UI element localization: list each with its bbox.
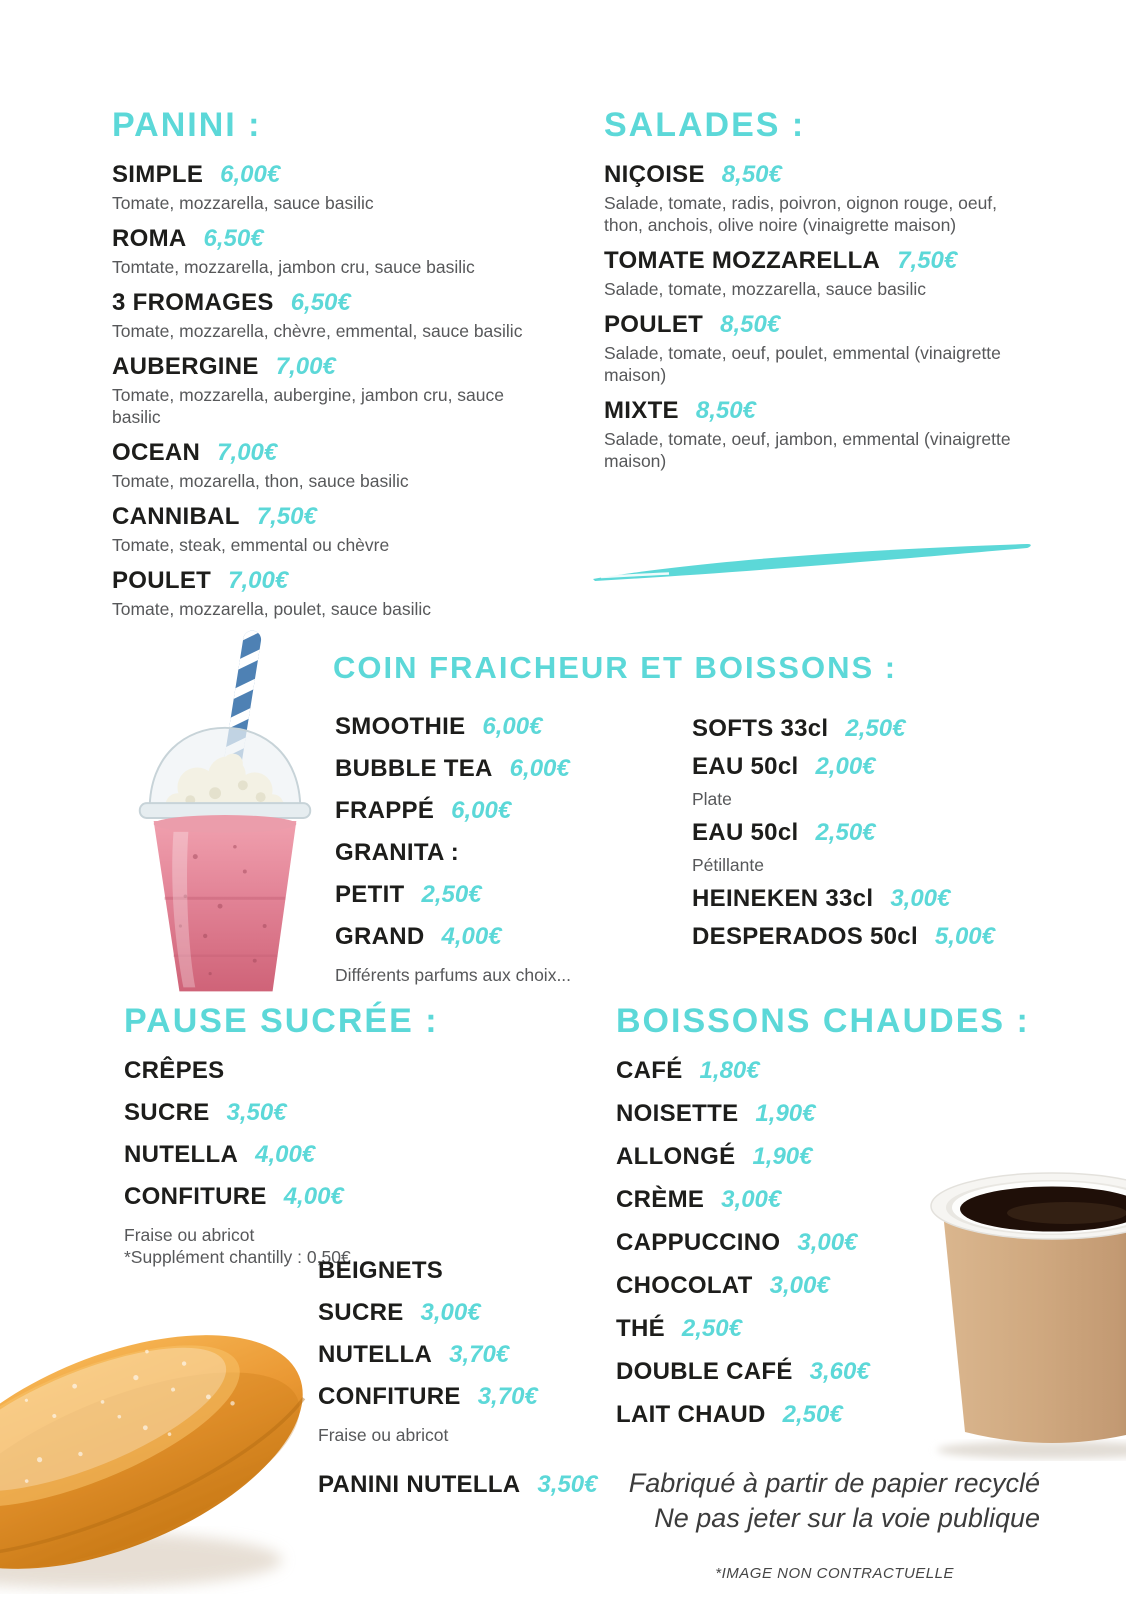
item-name: SUCRE — [318, 1299, 404, 1326]
item-price: 3,70€ — [449, 1341, 510, 1368]
item-price: 3,00€ — [721, 1186, 782, 1213]
item-name: ALLONGÉ — [616, 1143, 736, 1170]
item-name: CONFITURE — [318, 1383, 461, 1410]
item-price: 3,70€ — [477, 1383, 538, 1410]
item-price: 2,50€ — [681, 1315, 742, 1342]
item-description: Salade, tomate, mozzarella, sauce basilic — [604, 279, 926, 299]
menu-item — [604, 160, 1036, 236]
beignets-list — [318, 1256, 618, 1412]
item-description: Tomate, steak, emmental ou chèvre — [112, 535, 390, 555]
menu-item — [692, 714, 1037, 744]
item-price: 2,00€ — [815, 753, 876, 780]
item-name: SOFTS 33cl — [692, 715, 829, 742]
item-description: Tomate, mozzarella, chèvre, emmental, sauce basilic — [112, 321, 523, 341]
menu-item — [692, 884, 1037, 914]
menu-item — [124, 1056, 564, 1086]
item-name: PANINI NUTELLA — [318, 1471, 521, 1498]
menu-item — [124, 1182, 564, 1212]
menu-item — [112, 352, 557, 428]
recycled-paper-note-line2: Ne pas jeter sur la voie publique — [654, 1503, 1040, 1533]
item-name: NOISETTE — [616, 1100, 739, 1127]
item-name: HEINEKEN 33cl — [692, 885, 874, 912]
item-price: 6,50€ — [203, 225, 264, 252]
menu-item — [318, 1340, 618, 1370]
chaudes-heading: BOISSONS CHAUDES : — [616, 1002, 1030, 1040]
item-price: 6,00€ — [220, 161, 281, 188]
section-coin-left — [335, 712, 685, 986]
item-name: CHOCOLAT — [616, 1272, 753, 1299]
item-name: SUCRE — [124, 1099, 210, 1126]
item-name: SIMPLE — [112, 161, 204, 188]
menu-item — [692, 752, 1037, 810]
item-price: 1,80€ — [699, 1057, 760, 1084]
item-description: Tomate, mozzarella, sauce basilic — [112, 193, 374, 213]
item-price: 6,00€ — [509, 755, 570, 782]
item-price: 7,00€ — [217, 439, 278, 466]
menu-item — [604, 396, 1036, 472]
menu-item — [616, 1056, 1056, 1086]
item-name: DESPERADOS 50cl — [692, 923, 918, 950]
menu-item — [335, 796, 685, 826]
menu-item — [692, 922, 1037, 952]
section-panini — [112, 108, 557, 630]
item-name: MIXTE — [604, 397, 679, 424]
item-price: 1,90€ — [755, 1100, 816, 1127]
item-name: CONFITURE — [124, 1183, 267, 1210]
section-beignets — [318, 1256, 618, 1446]
menu-item — [692, 818, 1037, 876]
item-note: Pétillante — [692, 855, 764, 875]
menu-item — [335, 922, 685, 952]
smoothie-cup-graphic — [116, 628, 334, 1006]
item-price: 6,50€ — [290, 289, 351, 316]
item-name: ROMA — [112, 225, 187, 252]
menu-item — [616, 1099, 1056, 1129]
menu-item — [318, 1256, 618, 1286]
item-description: Tomate, mozarella, thon, sauce basilic — [112, 471, 409, 491]
menu-item — [335, 754, 685, 784]
item-name: PETIT — [335, 881, 405, 908]
section-coin-right — [692, 714, 1037, 960]
item-name: EAU 50cl — [692, 753, 799, 780]
item-price: 8,50€ — [695, 397, 756, 424]
item-price: 3,60€ — [809, 1358, 870, 1385]
item-name: NUTELLA — [124, 1141, 239, 1168]
item-name: OCEAN — [112, 439, 201, 466]
item-name: TOMATE MOZZARELLA — [604, 247, 881, 274]
item-price: 4,00€ — [283, 1183, 344, 1210]
beignet-image — [0, 1302, 322, 1600]
beignets-note: Fraise ou abricot — [318, 1425, 449, 1445]
item-description: Tomate, mozzarella, aubergine, jambon cru, sauce basilic — [112, 385, 505, 427]
item-price: 7,50€ — [897, 247, 958, 274]
item-price: 2,50€ — [845, 715, 906, 742]
section-salades — [604, 108, 1036, 482]
item-description: Salade, tomate, radis, poivron, oignon rouge, oeuf, thon, anchois, olive noire (vinaigrette maison) — [604, 193, 998, 235]
menu-item — [318, 1298, 618, 1328]
coin-left-note: Différents parfums aux choix... — [335, 965, 572, 985]
item-description: Salade, tomate, oeuf, poulet, emmental (vinaigrette maison) — [604, 343, 1001, 385]
item-description: Tomtate, mozzarella, jambon cru, sauce basilic — [112, 257, 475, 277]
item-price: 2,50€ — [421, 881, 482, 908]
coin-right-list — [692, 714, 1037, 952]
item-description: Tomate, mozzarella, poulet, sauce basilic — [112, 599, 432, 619]
item-name: NIÇOISE — [604, 161, 705, 188]
coin-left-list — [335, 712, 685, 952]
item-price: 2,50€ — [782, 1401, 843, 1428]
smoothie-image — [116, 628, 334, 1006]
item-price: 1,90€ — [752, 1143, 813, 1170]
salades-list — [604, 160, 1036, 472]
item-price: 3,00€ — [890, 885, 951, 912]
menu-item — [112, 160, 557, 214]
cup-body — [943, 1212, 1126, 1443]
beignet-graphic — [0, 1302, 322, 1600]
item-name: CANNIBAL — [112, 503, 240, 530]
menu-item — [112, 224, 557, 278]
item-price: 4,00€ — [255, 1141, 316, 1168]
menu-item — [112, 438, 557, 492]
pause-heading: PAUSE SUCRÉE : — [124, 1002, 439, 1040]
item-price: 2,50€ — [815, 819, 876, 846]
item-price: 8,50€ — [720, 311, 781, 338]
section-pause-sucree — [124, 1004, 564, 1268]
menu-item — [112, 566, 557, 620]
menu-item — [318, 1382, 618, 1412]
item-name: EAU 50cl — [692, 819, 799, 846]
item-name: GRAND — [335, 923, 425, 950]
coffee-cup-graphic — [917, 1160, 1126, 1462]
item-name: CRÊPES — [124, 1057, 225, 1084]
menu-item — [124, 1140, 564, 1170]
item-price: 7,50€ — [256, 503, 317, 530]
salades-heading: SALADES : — [604, 106, 806, 144]
menu-item — [112, 502, 557, 556]
item-price: 3,00€ — [797, 1229, 858, 1256]
section-coin-title — [333, 652, 897, 701]
item-name: DOUBLE CAFÉ — [616, 1358, 793, 1385]
item-name: CAFÉ — [616, 1057, 683, 1084]
coin-heading: COIN FRAICHEUR ET BOISSONS : — [333, 650, 898, 685]
item-name: CAPPUCCINO — [616, 1229, 781, 1256]
menu-item — [335, 838, 685, 868]
item-price: 3,50€ — [537, 1471, 598, 1498]
item-name: AUBERGINE — [112, 353, 259, 380]
brush-stroke-graphic — [585, 532, 1037, 588]
menu-item — [604, 246, 1036, 300]
item-name: SMOOTHIE — [335, 713, 466, 740]
footer-notes — [556, 1466, 1040, 1591]
menu-item — [604, 310, 1036, 386]
item-name: BUBBLE TEA — [335, 755, 493, 782]
item-name: GRANITA : — [335, 839, 460, 866]
recycled-paper-note-line1: Fabriqué à partir de papier recyclé — [628, 1468, 1040, 1498]
pause-note-2: *Supplément chantilly : 0,50€ — [124, 1247, 351, 1267]
item-price: 6,00€ — [482, 713, 543, 740]
menu-item — [335, 880, 685, 910]
image-disclaimer: *IMAGE NON CONTRACTUELLE — [715, 1565, 954, 1582]
panini-list — [112, 160, 557, 620]
item-price: 8,50€ — [721, 161, 782, 188]
item-name: CRÈME — [616, 1186, 705, 1213]
item-name: POULET — [604, 311, 704, 338]
item-name: 3 FROMAGES — [112, 289, 274, 316]
item-name: POULET — [112, 567, 212, 594]
teal-brush-stroke — [585, 532, 1037, 588]
item-price: 7,00€ — [228, 567, 289, 594]
item-description: Salade, tomate, oeuf, jambon, emmental (vinaigrette maison) — [604, 429, 1011, 471]
item-name: THÉ — [616, 1315, 665, 1342]
item-price: 3,00€ — [769, 1272, 830, 1299]
pause-list — [124, 1056, 564, 1212]
item-price: 6,00€ — [451, 797, 512, 824]
panini-heading: PANINI : — [112, 106, 262, 144]
item-price: 7,00€ — [275, 353, 336, 380]
item-price: 4,00€ — [441, 923, 502, 950]
pause-note-1: Fraise ou abricot — [124, 1225, 255, 1245]
item-note: Plate — [692, 789, 732, 809]
menu-item — [124, 1098, 564, 1128]
item-price: 5,00€ — [934, 923, 995, 950]
item-name: BEIGNETS — [318, 1257, 444, 1284]
coffee-cup-image — [917, 1160, 1126, 1462]
item-price: 3,00€ — [420, 1299, 481, 1326]
menu-item — [335, 712, 685, 742]
item-name: FRAPPÉ — [335, 797, 435, 824]
menu-item — [112, 288, 557, 342]
item-name: NUTELLA — [318, 1341, 433, 1368]
item-name: LAIT CHAUD — [616, 1401, 766, 1428]
item-price: 3,50€ — [226, 1099, 287, 1126]
